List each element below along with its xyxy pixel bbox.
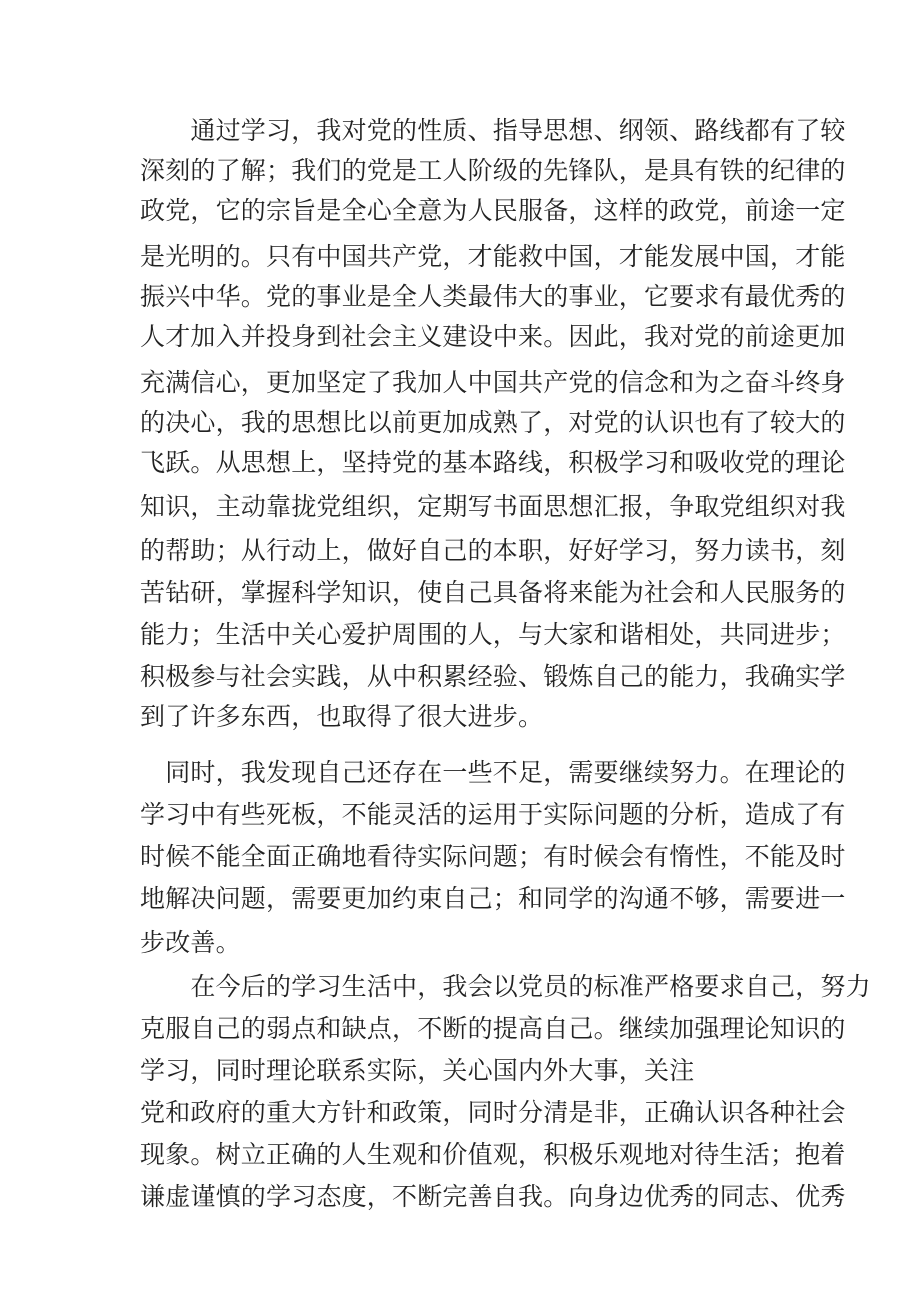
text-line: 是光明的。只有中国共产党，才能救中国，才能发展中国，才能 <box>140 242 846 271</box>
text-line: 充满信心，更加坚定了我加人中国共产党的信念和为之奋斗终身 <box>140 368 846 397</box>
text-line: 积极参与社会实践，从中积累经验、锻炼自己的能力，我确实学 <box>140 662 846 691</box>
text-line: 步改善。 <box>140 928 241 957</box>
text-line: 地解决问题，需要更加约束自己；和同学的沟通不够，需要进一 <box>140 884 846 913</box>
text-line: 苦钻研，掌握科学知识，使自己具备将来能为社会和人民服务的 <box>140 578 846 607</box>
text-line: 知识，主动靠拢党组织，定期写书面思想汇报，争取党组织对我 <box>140 492 846 521</box>
text-line: 人才加入并投身到社会主义建设中来。因此，我对党的前途更加 <box>140 322 846 351</box>
text-line: 学习中有些死板，不能灵活的运用于实际问题的分析，造成了有 <box>140 800 846 829</box>
text-line: 飞跃。从思想上，坚持党的基本路线，积极学习和吸收党的理论 <box>140 448 846 477</box>
text-line: 克服自己的弱点和缺点，不断的提高自己。继续加强理论知识的 <box>140 1014 846 1043</box>
text-line: 时候不能全面正确地看待实际问题；有时候会有惰性，不能及时 <box>140 842 846 871</box>
text-line: 到了许多东西，也取得了很大进步。 <box>140 702 544 731</box>
text-line: 在今后的学习生活中，我会以党员的标准严格要求自己，努力 <box>140 972 871 1001</box>
text-line: 现象。树立正确的人生观和价值观，积极乐观地对待生活；抱着 <box>140 1140 846 1169</box>
text-line: 振兴中华。党的事业是全人类最伟大的事业，它要求有最优秀的 <box>140 282 846 311</box>
text-line: 的决心，我的思想比以前更加成熟了，对党的认识也有了较大的 <box>140 408 846 437</box>
text-line: 政党，它的宗旨是全心全意为人民服备，这样的政党，前途一定 <box>140 196 846 225</box>
text-line: 党和政府的重大方针和政策，同时分清是非，正确认识各种社会 <box>140 1098 846 1127</box>
text-line: 通过学习，我对党的性质、指导思想、纲领、路线都有了较 <box>140 116 846 145</box>
text-line: 的帮助；从行动上，做好自己的本职，好好学习，努力读书，刻 <box>140 536 846 565</box>
text-line: 同时，我发现自己还存在一些不足，需要继续努力。在理论的 <box>140 758 846 787</box>
text-line: 深刻的了解；我们的党是工人阶级的先锋队，是具有铁的纪律的 <box>140 156 846 185</box>
text-line: 学习，同时理论联系实际，关心国内外大事，关注 <box>140 1056 695 1085</box>
text-line: 能力；生活中关心爱护周围的人，与大家和谐相处，共同进步； <box>140 620 846 649</box>
text-line: 谦虚谨慎的学习态度，不断完善自我。向身边优秀的同志、优秀 <box>140 1182 846 1211</box>
